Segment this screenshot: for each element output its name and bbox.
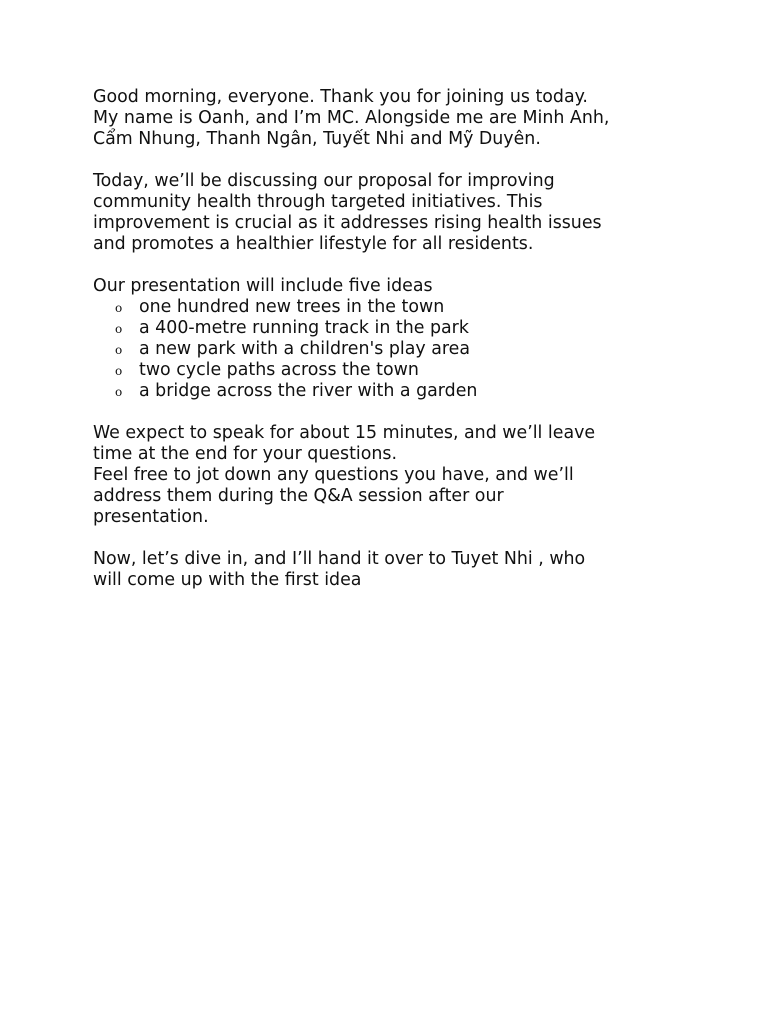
bullet-icon: o [115,343,123,357]
timing-line-5: presentation. [93,507,209,527]
handover-paragraph [93,549,713,591]
intro-line-4: and promotes a healthier lifestyle for all residents. [93,234,534,254]
list-item [93,297,713,318]
handover-line-1: Now, let’s dive in, and I’ll hand it over to Tuyet Nhi , who [93,549,586,569]
timing-line-4: address them during the Q&A session after our [93,486,504,506]
intro-line-3: improvement is crucial as it addresses rising health issues [93,213,602,233]
ideas-list [93,297,713,402]
idea-text: two cycle paths across the town [139,360,419,380]
timing-line-1: We expect to speak for about 15 minutes, and we’ll leave [93,423,596,443]
greeting-line-3: Cẩm Nhung, Thanh Ngân, Tuyết Nhi and Mỹ Duyên. [93,129,541,149]
timing-line-2: time at the end for your questions. [93,444,397,464]
idea-text: one hundred new trees in the town [139,297,445,317]
greeting-paragraph [93,87,713,150]
list-item [93,360,713,381]
idea-text: a new park with a children's play area [139,339,470,359]
list-item [93,339,713,360]
ideas-section [93,276,713,402]
bullet-icon: o [115,364,123,378]
greeting-line-2: My name is Oanh, and I’m MC. Alongside me are Minh Anh, [93,108,610,128]
handover-line-2: will come up with the first idea [93,570,362,590]
intro-line-1: Today, we’ll be discussing our proposal for improving [93,171,555,191]
intro-line-2: community health through targeted initiatives. This [93,192,543,212]
list-item [93,381,713,402]
list-item [93,318,713,339]
bullet-icon: o [115,322,123,336]
idea-text: a bridge across the river with a garden [139,381,478,401]
ideas-heading: Our presentation will include five ideas [93,276,433,296]
idea-text: a 400-metre running track in the park [139,318,469,338]
timing-line-3: Feel free to jot down any questions you have, and we’ll [93,465,574,485]
timing-paragraph [93,423,713,528]
intro-paragraph [93,171,713,255]
greeting-line-1: Good morning, everyone. Thank you for joining us today. [93,87,588,107]
bullet-icon: o [115,301,123,315]
document-body [93,87,713,612]
bullet-icon: o [115,385,123,399]
